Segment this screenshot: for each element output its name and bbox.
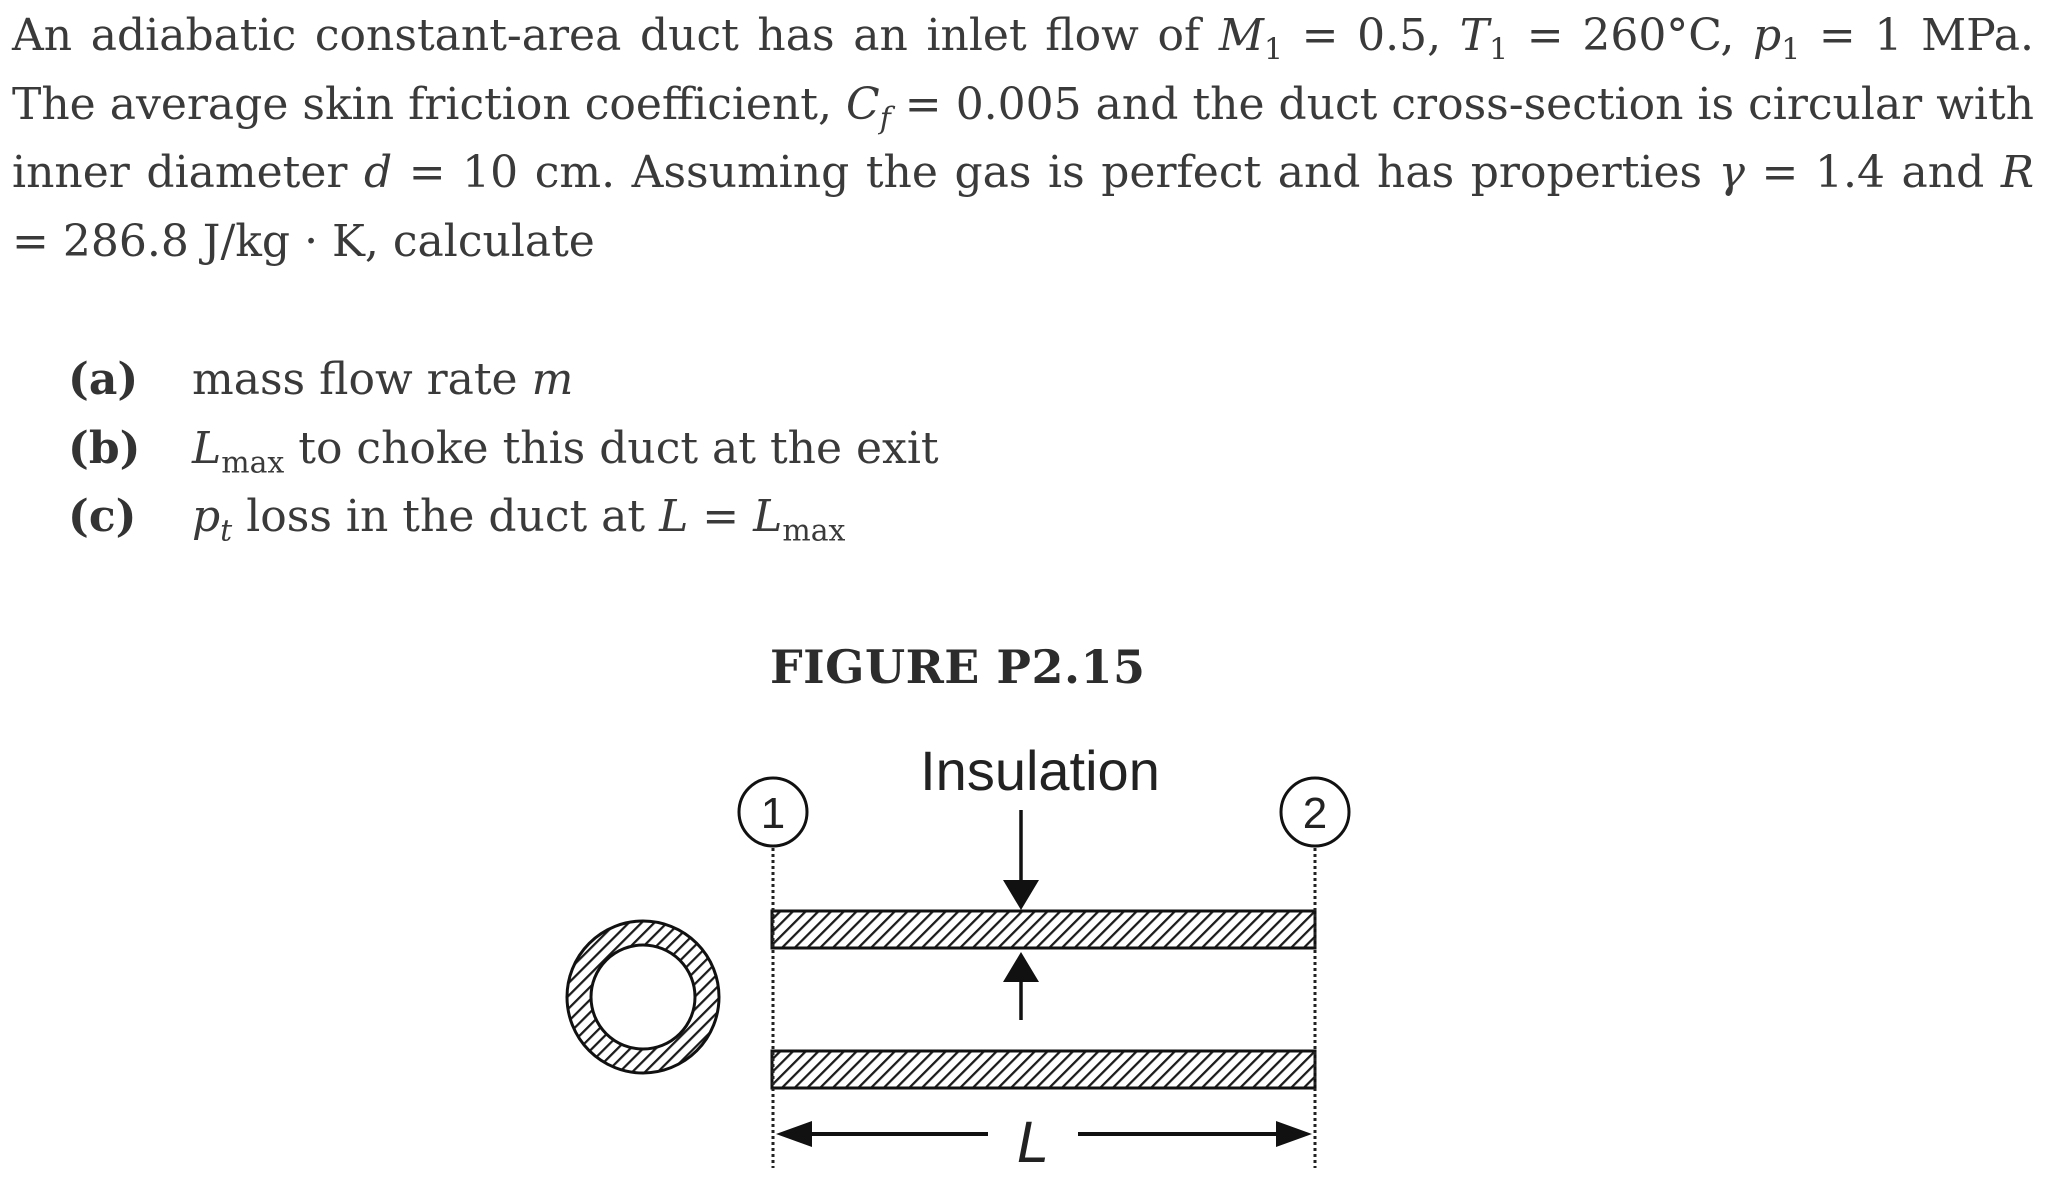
var-M1: $M_1$ <box>1218 10 1283 68</box>
duct-cross-section <box>567 921 719 1073</box>
duct-top-wall <box>772 911 1315 948</box>
station-2-marker <box>1281 778 1349 846</box>
insulation-arrow-down <box>1003 810 1039 910</box>
part-b-label: (b) <box>68 422 141 474</box>
duct-figure <box>540 730 1380 1190</box>
station-1-marker <box>739 778 807 846</box>
svg-text:1: 1 <box>760 789 786 838</box>
var-R: R <box>2000 147 2034 198</box>
var-T1: $T_1$ <box>1459 10 1509 68</box>
figure-caption: FIGURE P2.15 <box>770 640 1146 694</box>
var-gamma: γ <box>1718 147 1745 198</box>
insulation-label: Insulation <box>920 739 1160 802</box>
svg-text:2: 2 <box>1302 789 1328 838</box>
var-Lmax: L <box>192 422 222 474</box>
length-dimension <box>776 1110 1312 1175</box>
part-c-label: (c) <box>68 491 137 542</box>
part-a-label: (a) <box>68 354 139 405</box>
var-d: d <box>363 147 393 198</box>
var-m: m <box>531 354 574 405</box>
duct-bottom-wall <box>772 1051 1315 1088</box>
problem-statement: An adiabatic constant-area duct has an inlet flow of $M_1 = 0.5$, $T_1 = 260^\circ C$, $p_1 = 1$ MPa. The average skin friction coefficient, $C_f = 0.005$ and the duct cross-section is circular with inner diameter d = 10 cm. Assuming the gas is perfect and has properties γ = 1.4 and R = 286.8 J/kg · K, calculate <box>12 10 2034 267</box>
var-pt: p <box>192 491 221 542</box>
var-Cf: $C_f$ <box>846 78 891 137</box>
var-p1: $p_1$ <box>1753 10 1801 68</box>
length-label: L <box>1016 1110 1050 1175</box>
insulation-arrow-up <box>1003 952 1039 1020</box>
